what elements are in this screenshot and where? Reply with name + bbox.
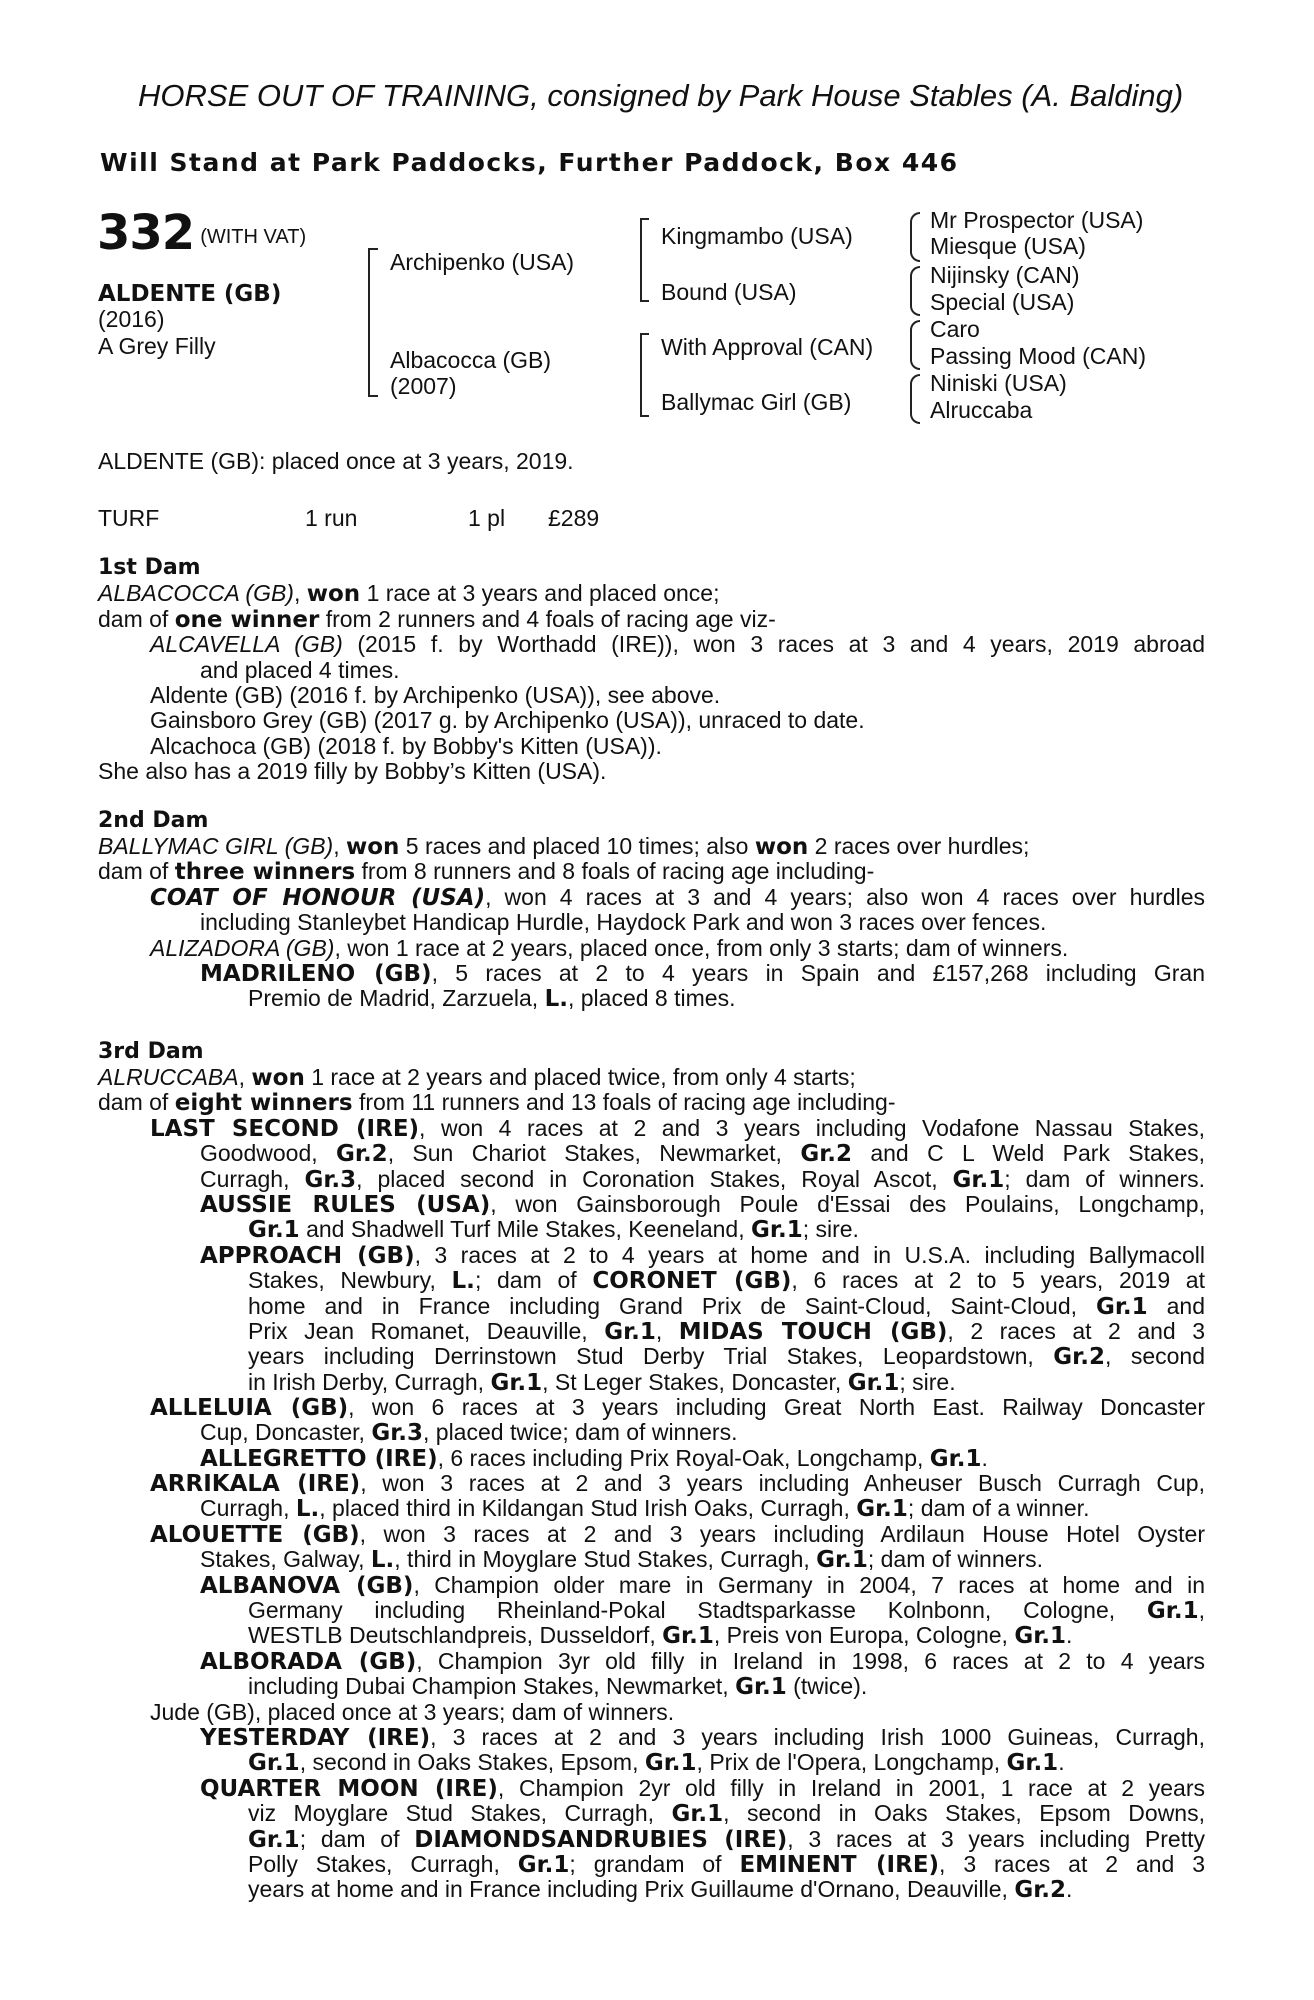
dam3-line: Gr.1 and Shadwell Turf Mile Stakes, Keeneland, Gr.1; sire. — [248, 1216, 859, 1243]
dam3-line: years including Derrinstown Stud Derby Trial Stakes, Leopardstown, Gr.2, second — [248, 1343, 1205, 1370]
pedigree-sss: Mr Prospector (USA) — [930, 207, 1144, 233]
dam3-line: years at home and in France including Prix Guillaume d'Ornano, Deauville, Gr.2. — [248, 1876, 1073, 1903]
dam3-line: Curragh, Gr.3, placed second in Coronation Stakes, Royal Ascot, Gr.1; dam of winners. — [200, 1166, 1206, 1193]
record-earnings: £289 — [548, 505, 600, 531]
dam3-line: including Dubai Champion Stakes, Newmarket, Gr.1 (twice). — [248, 1673, 868, 1700]
dam3-line: WESTLB Deutschlandpreis, Dusseldorf, Gr.1, Preis von Europa, Cologne, Gr.1. — [248, 1622, 1073, 1649]
dam2-line: dam of three winners from 8 runners and 8 foals of racing age including- — [98, 858, 875, 885]
dam1-line: Alcachoca (GB) (2018 f. by Bobby's Kitten (USA)). — [150, 733, 662, 759]
dam2-line: ALIZADORA (GB), won 1 race at 2 years, placed once, from only 3 starts; dam of winners. — [150, 935, 1069, 961]
dam3-line: Goodwood, Gr.2, Sun Chariot Stakes, Newmarket, Gr.2 and C L Weld Park Stakes, — [200, 1140, 1206, 1167]
dam3-line: ALRUCCABA, won 1 race at 2 years and placed twice, from only 4 starts; — [98, 1064, 856, 1091]
dam3-line: ALBANOVA (GB), Champion older mare in Germany in 2004, 7 races at home and in — [200, 1572, 1206, 1599]
dam3-line: LAST SECOND (IRE), won 4 races at 2 and 3 years including Vodafone Nassau Stakes, — [150, 1115, 1205, 1142]
dam1-heading: 1st Dam — [98, 555, 201, 580]
dam3-line: viz Moyglare Stud Stakes, Curragh, Gr.1, second in Oaks Stakes, Epsom Downs, — [248, 1800, 1205, 1827]
pedigree-sire: Archipenko (USA) — [390, 249, 575, 275]
pedigree-dss: Caro — [930, 316, 980, 342]
dam3-line: ALBORADA (GB), Champion 3yr old filly in Ireland in 1998, 6 races at 2 to 4 years — [200, 1648, 1205, 1675]
record-surface: TURF — [98, 505, 160, 531]
pedigree-bracket-sire — [640, 218, 649, 302]
pedigree-bracket-main — [368, 248, 378, 397]
dam1-line: Gainsboro Grey (GB) (2017 g. by Archipenko (USA)), unraced to date. — [150, 707, 865, 733]
dam3-line: Germany including Rheinland-Pokal Stadtsparkasse Kolnbonn, Cologne, Gr.1, — [248, 1597, 1205, 1624]
dam2-heading: 2nd Dam — [98, 808, 209, 833]
dam3-line: Cup, Doncaster, Gr.3, placed twice; dam of winners. — [200, 1419, 738, 1446]
dam2-line: including Stanleybet Handicap Hurdle, Haydock Park and won 3 races over fences. — [200, 909, 1047, 935]
dam3-line: ARRIKALA (IRE), won 3 races at 2 and 3 years including Anheuser Busch Curragh Cup, — [150, 1470, 1205, 1497]
dam3-line: dam of eight winners from 11 runners and 13 foals of racing age including- — [98, 1089, 896, 1116]
dam1-line: and placed 4 times. — [200, 657, 400, 683]
dam1-line: dam of one winner from 2 runners and 4 foals of racing age viz- — [98, 606, 776, 633]
pedigree-dam-dam: Ballymac Girl (GB) — [661, 389, 852, 415]
pedigree-ssd: Miesque (USA) — [930, 233, 1086, 259]
dam3-line: AUSSIE RULES (USA), won Gainsborough Poule d'Essai des Poulains, Longchamp, — [200, 1191, 1205, 1218]
pedigree-bracket-dam — [640, 333, 649, 417]
pedigree-sds: Nijinsky (CAN) — [930, 262, 1080, 288]
record-placed: 1 pl — [468, 505, 506, 531]
pedigree-ddd: Alruccaba — [930, 397, 1033, 423]
dam3-line: ALOUETTE (GB), won 3 races at 2 and 3 years including Ardilaun House Hotel Oyster — [150, 1521, 1205, 1548]
dam3-line: Gr.1, second in Oaks Stakes, Epsom, Gr.1, Prix de l'Opera, Longchamp, Gr.1. — [248, 1749, 1065, 1776]
pedigree-bracket-sd — [910, 266, 920, 316]
stand-location: Will Stand at Park Paddocks, Further Paddock, Box 446 — [100, 148, 959, 177]
dam1-line: ALBACOCCA (GB), won 1 race at 3 years and placed once; — [98, 580, 720, 607]
dam3-line: Curragh, L., placed third in Kildangan Stud Irish Oaks, Curragh, Gr.1; dam of a winner. — [200, 1495, 1090, 1522]
dam3-heading: 3rd Dam — [98, 1039, 204, 1064]
dam3-line: in Irish Derby, Curragh, Gr.1, St Leger Stakes, Doncaster, Gr.1; sire. — [248, 1369, 956, 1396]
dam3-line: YESTERDAY (IRE), 3 races at 2 and 3 years including Irish 1000 Guineas, Curragh, — [200, 1724, 1205, 1751]
dam1-line: She also has a 2019 filly by Bobby’s Kitten (USA). — [98, 758, 607, 784]
dam3-line: Jude (GB), placed once at 3 years; dam of winners. — [150, 1699, 675, 1725]
pedigree-bracket-ss — [910, 212, 920, 262]
lot-number-value: 332 — [97, 205, 195, 261]
dam3-line: QUARTER MOON (IRE), Champion 2yr old filly in Ireland in 2001, 1 race at 2 years — [200, 1775, 1205, 1802]
dam3-line: Stakes, Newbury, L.; dam of CORONET (GB), 6 races at 2 to 5 years, 2019 at — [248, 1267, 1205, 1294]
horse-description: A Grey Filly — [98, 333, 216, 359]
pedigree-dds: Niniski (USA) — [930, 370, 1067, 396]
pedigree-sire-sire: Kingmambo (USA) — [661, 223, 853, 249]
horse-name: ALDENTE (GB) — [98, 281, 282, 307]
dam1-line: Aldente (GB) (2016 f. by Archipenko (USA)), see above. — [150, 682, 721, 708]
dam3-line: Prix Jean Romanet, Deauville, Gr.1, MIDAS TOUCH (GB), 2 races at 2 and 3 — [248, 1318, 1205, 1345]
dam3-line: Stakes, Galway, L., third in Moyglare Stud Stakes, Curragh, Gr.1; dam of winners. — [200, 1546, 1043, 1573]
pedigree-dam-sire: With Approval (CAN) — [661, 334, 874, 360]
catalogue-header: HORSE OUT OF TRAINING, consigned by Park House Stables (A. Balding) — [138, 78, 1184, 113]
horse-year: (2016) — [98, 306, 165, 332]
dam2-line: Premio de Madrid, Zarzuela, L., placed 8 times. — [248, 985, 736, 1012]
dam3-line: APPROACH (GB), 3 races at 2 to 4 years at home and in U.S.A. including Ballymacoll — [200, 1242, 1205, 1269]
pedigree-sire-dam: Bound (USA) — [661, 279, 797, 305]
pedigree-dam-year: (2007) — [390, 373, 457, 399]
lot-number — [97, 205, 306, 261]
race-summary: ALDENTE (GB): placed once at 3 years, 2019. — [98, 448, 574, 474]
dam3-line: ALLEGRETTO (IRE), 6 races including Prix Royal-Oak, Longchamp, Gr.1. — [200, 1445, 988, 1472]
dam2-line: COAT OF HONOUR (USA), won 4 races at 3 and 4 years; also won 4 races over hurdles — [150, 884, 1205, 911]
dam1-line: ALCAVELLA (GB) (2015 f. by Worthadd (IRE)), won 3 races at 3 and 4 years, 2019 abroad — [150, 631, 1205, 657]
dam3-line: Polly Stakes, Curragh, Gr.1; grandam of EMINENT (IRE), 3 races at 2 and 3 — [248, 1851, 1205, 1878]
record-runs: 1 run — [305, 505, 358, 531]
dam2-line: BALLYMAC GIRL (GB), won 5 races and placed 10 times; also won 2 races over hurdles; — [98, 833, 1030, 860]
pedigree-dsd: Passing Mood (CAN) — [930, 343, 1147, 369]
dam3-line: home and in France including Grand Prix de Saint-Cloud, Saint-Cloud, Gr.1 and — [248, 1293, 1206, 1320]
dam2-line: MADRILENO (GB), 5 races at 2 to 4 years in Spain and £157,268 including Gran — [200, 960, 1206, 987]
pedigree-sdd: Special (USA) — [930, 289, 1075, 315]
dam3-line: ALLELUIA (GB), won 6 races at 3 years including Great North East. Railway Doncaster — [150, 1394, 1205, 1421]
pedigree-bracket-ds — [910, 320, 920, 370]
vat-note: (WITH VAT) — [200, 226, 307, 248]
dam3-line: Gr.1; dam of DIAMONDSANDRUBIES (IRE), 3 races at 3 years including Pretty — [248, 1826, 1206, 1853]
pedigree-dam: Albacocca (GB) — [390, 347, 552, 373]
pedigree-bracket-dd — [910, 374, 920, 424]
